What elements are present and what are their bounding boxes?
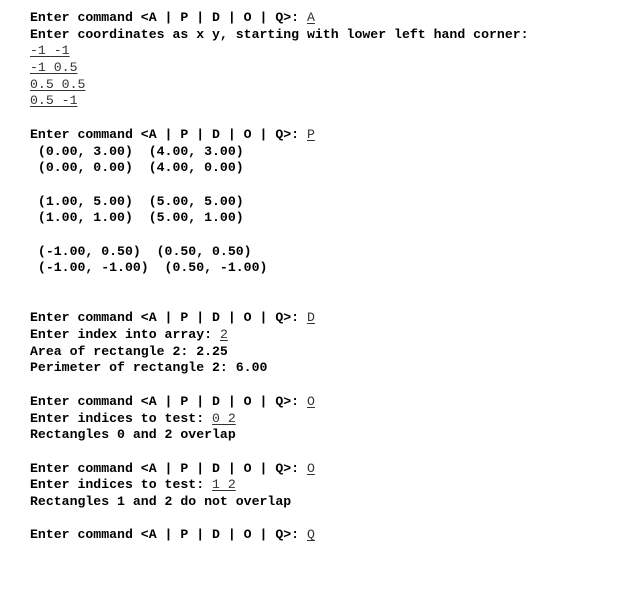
command-prompt: Enter command <A | P | D | O | Q>: <box>30 126 307 142</box>
command-input: P <box>306 126 315 142</box>
command-input: Q <box>306 527 315 543</box>
indices-prompt: Enter indices to test: <box>30 410 213 426</box>
command-line-add <box>30 10 610 27</box>
coord-input: 0.5 0.5 <box>30 76 86 92</box>
command-line-overlap <box>30 394 610 411</box>
command-prompt: Enter command <A | P | D | O | Q>: <box>30 393 307 409</box>
command-input: A <box>306 10 315 25</box>
rect-corners-top: (1.00, 5.00) (5.00, 5.00) <box>30 193 244 209</box>
command-prompt: Enter command <A | P | D | O | Q>: <box>30 460 307 476</box>
indices-input: 1 2 <box>212 477 236 493</box>
rect-corners-top: (0.00, 3.00) (4.00, 3.00) <box>30 143 244 159</box>
index-line <box>30 327 610 344</box>
index-input: 2 <box>219 327 228 343</box>
coord-input-line <box>30 60 610 77</box>
indices-line <box>30 411 610 428</box>
command-line-describe <box>30 310 610 327</box>
command-input: O <box>306 393 315 409</box>
console-output <box>30 10 610 544</box>
area-output: Area of rectangle 2: 2.25 <box>30 343 228 359</box>
command-input: D <box>306 310 315 326</box>
command-input: O <box>306 460 315 476</box>
command-line-overlap <box>30 461 610 478</box>
command-prompt: Enter command <A | P | D | O | Q>: <box>30 310 307 326</box>
command-line-print <box>30 127 610 144</box>
command-line-quit <box>30 527 610 544</box>
overlap-result: Rectangles 1 and 2 do not overlap <box>30 493 292 509</box>
overlap-result: Rectangles 0 and 2 overlap <box>30 427 236 443</box>
rect-corners-bottom: (-1.00, -1.00) (0.50, -1.00) <box>30 260 268 276</box>
index-prompt: Enter index into array: <box>30 327 220 343</box>
coords-prompt: Enter coordinates as x y, starting with lower left hand corner: <box>30 26 529 42</box>
command-prompt: Enter command <A | P | D | O | Q>: <box>30 10 307 25</box>
perimeter-output: Perimeter of rectangle 2: 6.00 <box>30 360 268 376</box>
coord-input-line <box>30 93 610 110</box>
coord-input-line <box>30 77 610 94</box>
coord-input: -1 -1 <box>30 43 70 59</box>
rect-corners-bottom: (0.00, 0.00) (4.00, 0.00) <box>30 160 244 176</box>
indices-line <box>30 477 610 494</box>
rect-corners-top: (-1.00, 0.50) (0.50, 0.50) <box>30 243 252 259</box>
coord-input-line <box>30 43 610 60</box>
command-prompt: Enter command <A | P | D | O | Q>: <box>30 527 307 543</box>
coord-input: 0.5 -1 <box>30 93 78 109</box>
indices-input: 0 2 <box>212 410 236 426</box>
coord-input: -1 0.5 <box>30 60 78 76</box>
indices-prompt: Enter indices to test: <box>30 477 213 493</box>
rect-corners-bottom: (1.00, 1.00) (5.00, 1.00) <box>30 210 244 226</box>
